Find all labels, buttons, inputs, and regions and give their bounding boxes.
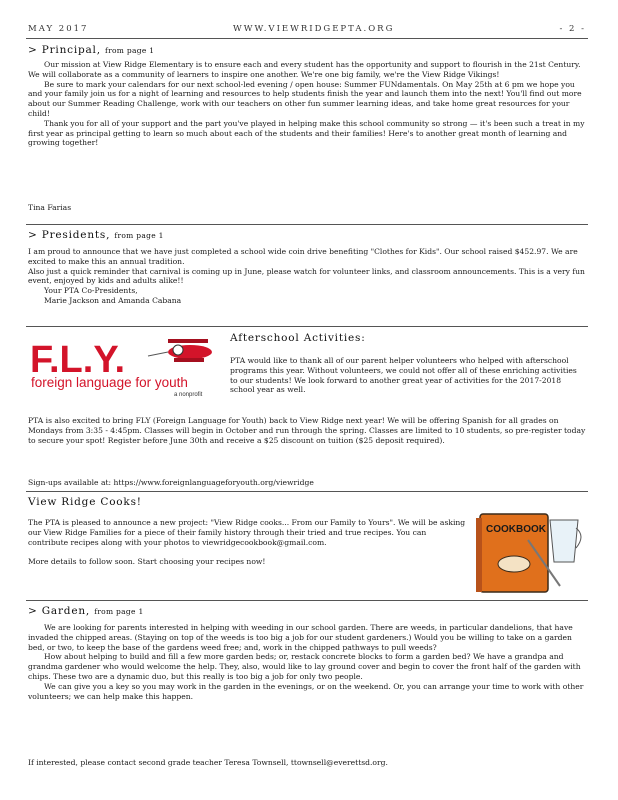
header-page-number: - 2 -: [559, 24, 586, 34]
presidents-names: Marie Jackson and Amanda Cabana: [44, 295, 182, 305]
garden-paragraph: We are looking for parents interested in helping with weeding in our school garden. There are weeds, in particular dandelions, that have invaded the chipped areas. (Staying on top of the weeds is too big a job for our student gardeners.) Would you be willing to take on a garden bed, or two, to keep the base of the gardens weed free; and, work in the chipped pathways to pull weeds?: [28, 623, 573, 652]
header-site[interactable]: WWW.VIEWRIDGEPTA.ORG: [233, 24, 395, 34]
afterschool-intro: PTA would like to thank all of our parent helper volunteers who helped with afterschool programs this year. Without volunteers, we could not offer all of these enriching activities to our students! We look forward to another great year of activities for the 2017-2018 school year as well.: [230, 356, 577, 395]
cooks-heading: View Ridge Cooks!: [28, 496, 142, 508]
cookbook-label: COOKBOOK: [486, 524, 546, 535]
page-header: [28, 24, 586, 38]
presidents-paragraph: Also just a quick reminder that carnival is coming up in June, please watch for volunteer links, and classroom announcements. This is a very fun event, enjoyed by kids and adults alike!!: [28, 266, 585, 286]
cooks-body: [28, 518, 468, 567]
presidents-from-note: from page 1: [114, 231, 164, 240]
principal-paragraph: Our mission at View Ridge Elementary is to ensure each and every student has the opportunity and support to flourish in the 21st Century. We will collaborate as a community of learners to inspire one another. We're one big family, we're the View Ridge Vikings!: [28, 60, 581, 79]
garden-paragraph: How about helping to build and fill a few more garden beds; or, restack concrete blocks to form a garden bed? We have a grandpa and grandma gardener who would welcome the help. They, also, would like to lay ground cover and begin to cover the front half of the garden with chips. These two are a dynamic duo, but this really is too big a job for only two people.: [28, 652, 581, 681]
principal-from-note: from page 1: [105, 46, 155, 55]
fly-logo-sub: a nonprofit: [174, 392, 203, 398]
divider: [26, 491, 588, 492]
garden-contact: If interested, please contact second grade teacher Teresa Townsell, ttownsell@everettsd.org.: [28, 758, 388, 767]
garden-paragraph: We can give you a key so you may work in the garden in the evenings, or on the weekend. Or, you can arrange your time to work with other volunteers; we can help make this happen.: [28, 681, 584, 701]
cooks-followup: More details to follow soon. Start choosing your recipes now!: [28, 557, 266, 567]
garden-heading: > Garden, from page 1: [28, 605, 144, 617]
garden-body: [28, 623, 588, 701]
divider: [26, 326, 588, 327]
garden-from-note: from page 1: [94, 607, 144, 616]
afterschool-signup-link[interactable]: Sign-ups available at: https://www.foreignlanguageforyouth.org/viewridge: [28, 478, 314, 487]
presidents-body: [28, 247, 588, 306]
afterschool-heading: Afterschool Activities:: [230, 332, 366, 344]
cooks-paragraph: The PTA is pleased to announce a new project: "View Ridge cooks... From our Family to Yours". We will be asking our View Ridge Families for a piece of their family history through their tried and true recipes. You can contribute recipes along with your photos to viewridgecookbook@gmail.com.: [28, 518, 466, 547]
principal-body: [28, 60, 588, 148]
principal-signature: Tina Farias: [28, 203, 72, 212]
presidents-heading: > Presidents, from page 1: [28, 229, 164, 241]
divider: [26, 38, 588, 39]
fly-logo-tagline: foreign language for youth: [31, 375, 188, 390]
afterschool-fly-paragraph: PTA is also excited to bring FLY (Foreign Language for Youth) back to View Ridge next year! We will be offering Spanish for all grades on Mondays from 3:35 - 4:45pm. Classes will begin in October and run through the spring. Classes are limited to 10 students, so pre-register today to secure your spot! Register before June 30th and receive a $25 discount on tuition ($25 deposit required).: [28, 416, 586, 445]
airplane-icon: [148, 339, 212, 362]
fly-logo-letters: F.L.Y.: [30, 339, 126, 381]
presidents-paragraph: I am proud to announce that we have just completed a school wide coin drive benefiting "Clothes for Kids". Our school raised $452.97. We are excited to make this an annual tradition.: [28, 247, 578, 266]
divider: [26, 224, 588, 225]
divider: [26, 600, 588, 601]
measuring-cup-icon: [550, 520, 581, 562]
presidents-signoff: Your PTA Co-Presidents,: [44, 286, 138, 296]
header-date: MAY 2017: [28, 24, 89, 34]
principal-paragraph: Thank you for all of your support and the part you've played in helping make this school community so strong — it's been such a treat in my first year as principal getting to learn so much about each of the students and their families! Here's to another great month of learning and growing together!: [28, 118, 585, 148]
fly-logo: [28, 336, 218, 398]
principal-heading: > Principal, from page 1: [28, 44, 155, 56]
principal-paragraph: Be sure to mark your calendars for our next school-led evening / open house: Summer FUNdamentals. On May 25th at 6 pm we hope you and your family join us for a night of learning and resources to help students finish the year and launch them into the next! You'll find out more about our Summer Reading Challenge, work with our teachers on other fun summer learning ideas, and take home great resources for your child!: [28, 79, 582, 118]
cookbook-illustration: [472, 500, 588, 596]
